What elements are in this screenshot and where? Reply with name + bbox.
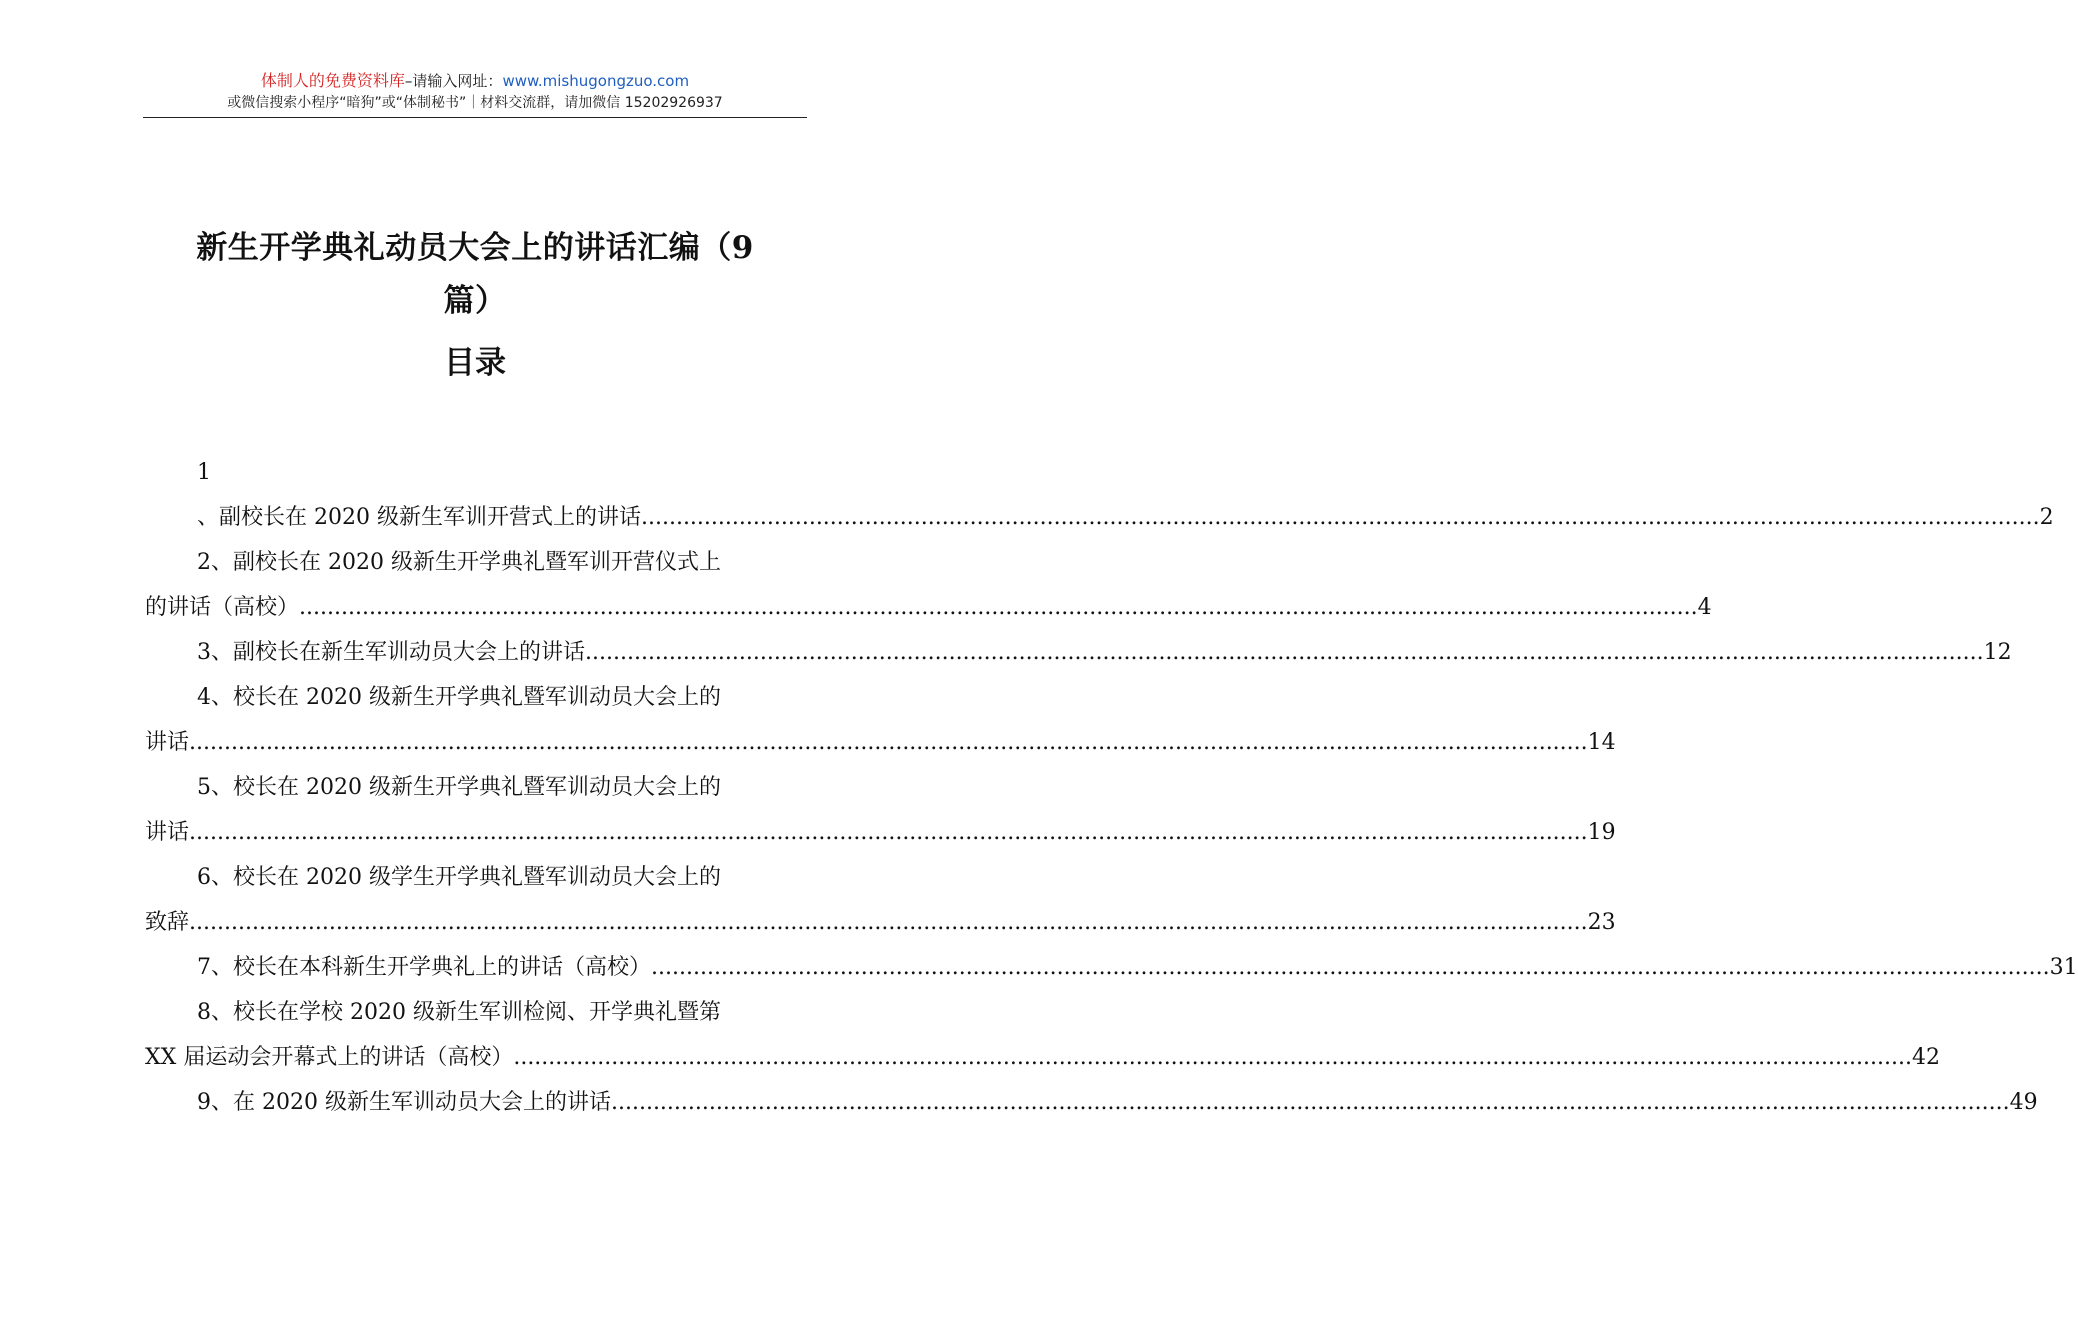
toc-entry-line <box>145 495 2054 540</box>
toc-entry-line <box>145 630 2012 675</box>
toc-leader-dots: ........................................................................................................................................................................................................ <box>189 730 1588 755</box>
toc-entry[interactable] <box>145 540 1712 630</box>
toc-entry-text: 6、校长在 2020 级学生开学典礼暨军训动员大会上的 <box>197 865 721 890</box>
toc-entry-line <box>145 900 1616 945</box>
toc-entry-line <box>145 540 807 585</box>
toc-entry-text: 2、副校长在 2020 级新生开学典礼暨军训开营仪式上 <box>197 550 721 575</box>
toc-first-number: 1 <box>197 460 211 485</box>
toc-entry-text: 8、校长在学校 2020 级新生军训检阅、开学典礼暨第 <box>197 1000 721 1025</box>
toc-entry-text: 的讲话（高校） <box>145 595 300 620</box>
toc-entry-line <box>145 945 2078 990</box>
toc-leader-dots: ........................................................................................................................................................................................................ <box>610 1090 2010 1115</box>
toc-entry-text: 9、在 2020 级新生军训动员大会上的讲话 <box>197 1090 611 1115</box>
toc-page-number: 31 <box>2049 955 2078 980</box>
toc-leader-dots: ........................................................................................................................................................................................................ <box>189 820 1588 845</box>
toc-entry-text: XX 届运动会开幕式上的讲话（高校） <box>145 1045 514 1070</box>
toc-entry[interactable] <box>145 945 2078 990</box>
toc-page-number: 4 <box>1697 595 1712 620</box>
toc-entry-line <box>145 1080 2038 1125</box>
header-line-2: 或微信搜索小程序“暗狗”或“体制秘书”｜材料交流群，请加微信 15202926937 <box>227 95 723 111</box>
header-url-link[interactable]: www.mishugongzuo.com <box>502 72 690 90</box>
table-of-contents <box>145 450 2078 1125</box>
toc-entry[interactable] <box>145 495 2054 540</box>
toc-page-number: 19 <box>1587 820 1616 845</box>
toc-entry[interactable] <box>145 855 1616 945</box>
toc-entry-text: 5、校长在 2020 级新生开学典礼暨军训动员大会上的 <box>197 775 721 800</box>
toc-entry[interactable] <box>145 1080 2038 1125</box>
toc-heading: 目录 <box>444 345 506 381</box>
toc-entry-line <box>145 720 1616 765</box>
document-title-line-2: 篇） <box>443 283 507 319</box>
toc-entry-text: 4、校长在 2020 级新生开学典礼暨军训动员大会上的 <box>197 685 721 710</box>
toc-leader-dots: ........................................................................................................................................................................................................ <box>299 595 1698 620</box>
header-brand: 体制人的免费资料库 <box>260 71 405 90</box>
document-title-line-1: 新生开学典礼动员大会上的讲话汇编（9 <box>196 230 754 266</box>
toc-entry-text: 3、副校长在新生军训动员大会上的讲话 <box>197 640 585 665</box>
toc-entry-line <box>145 810 1616 855</box>
toc-page-number: 49 <box>2009 1090 2038 1115</box>
toc-page-number: 2 <box>2039 505 2054 530</box>
toc-entry[interactable] <box>145 990 1940 1080</box>
toc-page-number: 12 <box>1983 640 2012 665</box>
toc-entry[interactable] <box>145 630 2012 675</box>
toc-entry-text: 7、校长在本科新生开学典礼上的讲话（高校） <box>197 955 651 980</box>
toc-entry-line <box>145 675 807 720</box>
toc-entry[interactable] <box>145 675 1616 765</box>
toc-leader-dots: ........................................................................................................................................................................................................ <box>640 505 2040 530</box>
toc-entry-text: 致辞 <box>145 910 190 935</box>
toc-entry-line <box>145 990 807 1035</box>
page-header <box>143 70 807 114</box>
toc-page-number: 23 <box>1587 910 1616 935</box>
header-prompt: –请输入网址： <box>404 72 503 90</box>
toc-entry-line <box>145 585 1712 630</box>
toc-entry-text: 讲话 <box>145 820 190 845</box>
document-title <box>150 222 800 328</box>
toc-entry-line <box>145 765 807 810</box>
toc-entry-text: 讲话 <box>145 730 190 755</box>
toc-leader-dots: ........................................................................................................................................................................................................ <box>513 1045 1912 1070</box>
toc-leader-dots: ........................................................................................................................................................................................................ <box>651 955 2050 980</box>
toc-page-number: 14 <box>1587 730 1616 755</box>
toc-leader-dots: ........................................................................................................................................................................................................ <box>189 910 1588 935</box>
toc-page-number: 42 <box>1911 1045 1940 1070</box>
toc-entry-line <box>145 855 807 900</box>
toc-leader-dots: ........................................................................................................................................................................................................ <box>585 640 1984 665</box>
toc-entry-text: 、副校长在 2020 级新生军训开营式上的讲话 <box>197 505 641 530</box>
toc-entries <box>145 495 2078 1125</box>
header-line-1 <box>143 70 807 92</box>
header-divider <box>143 117 807 118</box>
toc-entry-line <box>145 1035 1940 1080</box>
toc-entry[interactable] <box>145 765 1616 855</box>
